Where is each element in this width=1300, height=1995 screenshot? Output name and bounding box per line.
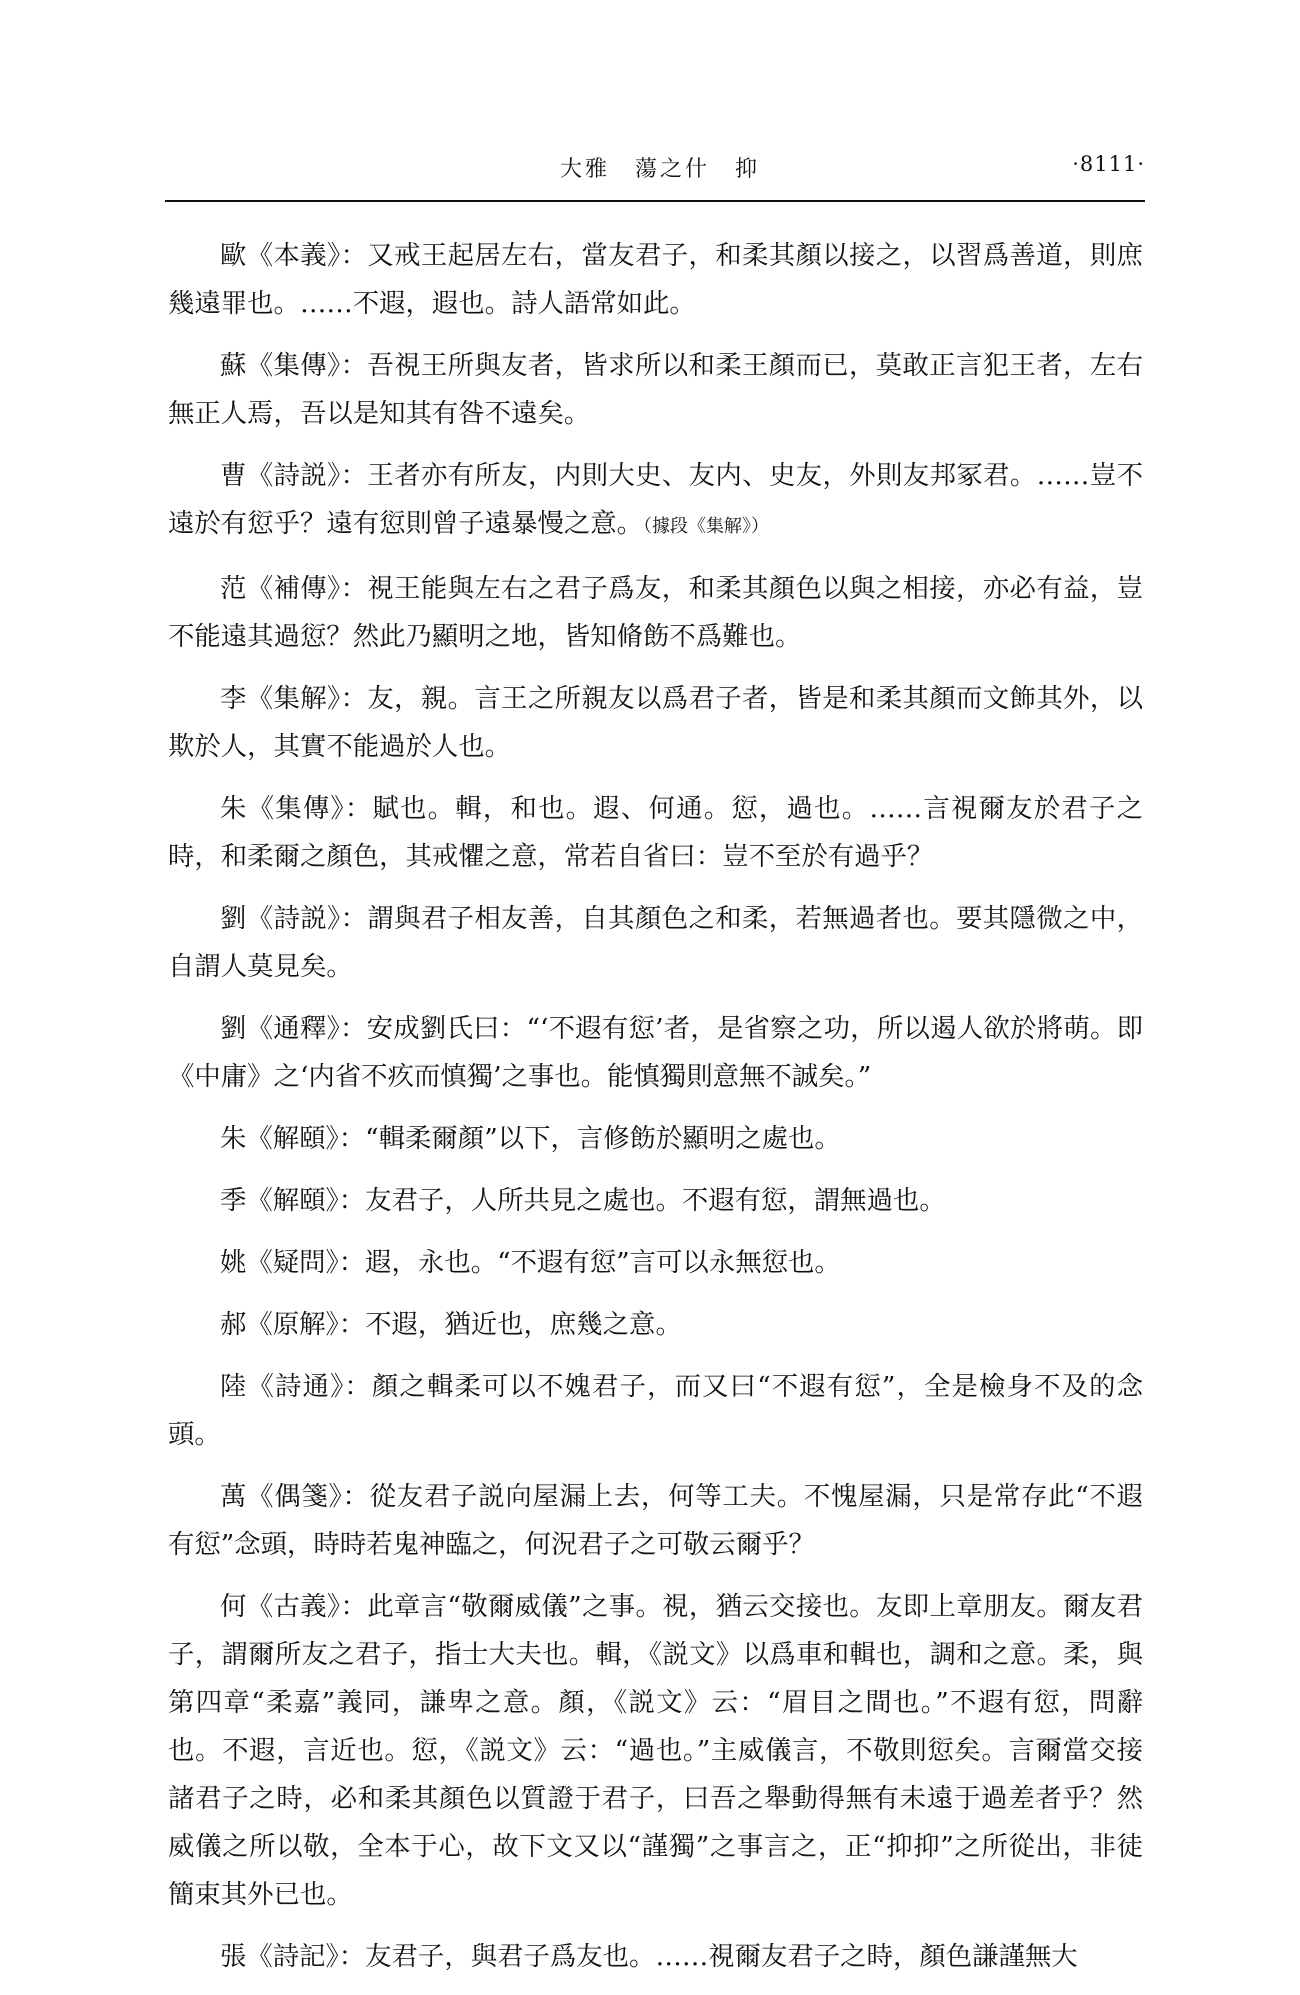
paragraph: 萬《偶箋》：從友君子説向屋漏上去，何等工夫。不愧屋漏，只是常存此“不遐有愆”念頭，時時若鬼神臨之，何況君子之可敬云爾乎？ [168,1481,1143,1560]
source-note: （據段《集解》） [643,516,770,537]
paragraph: 蘇《集傳》：吾視王所與友者，皆求所以和柔王顏而已，莫敢正言犯王者，左右無正人焉，吾以是知其有咎不遠矣。 [168,350,1143,429]
paragraph: 劉《通釋》：安成劉氏曰：“‘不遐有愆’者，是省察之功，所以遏人欲於將萌。即《中庸》之‘内省不疚而慎獨’之事也。能慎獨則意無不誠矣。” [168,1013,1143,1092]
paragraph: 朱《集傳》：賦也。輯，和也。遐、何通。愆，過也。……言視爾友於君子之時，和柔爾之顏色，其戒懼之意，常若自省曰：豈不至於有過乎？ [168,793,1143,872]
body-text [168,232,1143,1995]
paragraph: 郝《原解》：不遐，猶近也，庶幾之意。 [220,1309,682,1340]
header-rule [165,200,1145,202]
paragraph: 范《補傳》：視王能與左右之君子爲友，和柔其顏色以與之相接，亦必有益，豈不能遠其過愆？然此乃顯明之地，皆知脩飭不爲難也。 [168,573,1143,652]
paragraph: 曹《詩説》：王者亦有所友，内則大史、友内、史友，外則友邦冢君。……豈不遠於有愆乎？遠有愆則曾子遠暴慢之意。（據段《集解》） [168,460,1143,539]
paragraph: 朱《解頤》：“輯柔爾顏”以下，言修飭於顯明之處也。 [220,1123,841,1154]
paragraph: 李《集解》：友，親。言王之所親友以爲君子者，皆是和柔其顏而文飾其外，以欺於人，其實不能過於人也。 [168,683,1143,762]
paragraph: 姚《疑問》：遐，永也。“不遐有愆”言可以永無愆也。 [220,1247,841,1278]
paragraph: 陸《詩通》：顏之輯柔可以不媿君子，而又曰“不遐有愆”，全是檢身不及的念頭。 [168,1371,1143,1450]
header-title: 大雅 蕩之什 抑 [560,157,761,182]
page-number: ·8111· [1072,152,1145,176]
paragraph: 何《古義》：此章言“敬爾威儀”之事。視，猶云交接也。友即上章朋友。爾友君子，謂爾所友之君子，指士大夫也。輯，《説文》以爲車和輯也，調和之意。柔，與第四章“柔嘉”義同，謙卑之意。顏，《説文》云：“眉目之間也。”不遐有愆，問辭也。不遐，言近也。愆，《説文》云：“過也。”主威儀言，不敬則愆矣。言爾當交接諸君子之時，必和柔其顏色以質證于君子，曰吾之舉動得無有未遠于過差者乎？然威儀之所以敬，全本于心，故下文又以“謹獨”之事言之，正“抑抑”之所從出，非徒簡束其外已也。 [168,1591,1143,1910]
paragraph: 張《詩記》：友君子，與君子爲友也。……視爾友君子之時，顏色謙謹無大 [220,1941,1078,1972]
paragraph: 歐《本義》：又戒王起居左右，當友君子，和柔其顏以接之，以習爲善道，則庶幾遠罪也。……不遐，遐也。詩人語常如此。 [168,240,1143,319]
paragraph: 劉《詩説》：謂與君子相友善，自其顏色之和柔，若無過者也。要其隱微之中，自謂人莫見矣。 [168,903,1143,982]
running-header [165,150,1145,190]
paragraph: 季《解頤》：友君子，人所共見之處也。不遐有愆，謂無過也。 [220,1185,946,1216]
